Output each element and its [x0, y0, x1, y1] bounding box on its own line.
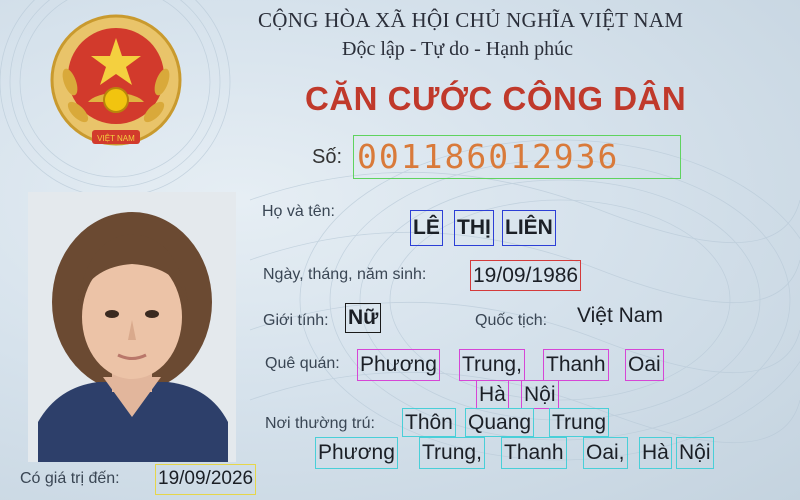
card-title: CĂN CƯỚC CÔNG DÂN: [305, 80, 687, 117]
portrait-photo: [28, 192, 236, 462]
national-emblem-icon: [48, 12, 184, 152]
residence-word: Hà: [639, 437, 672, 469]
name-label: Họ và tên:: [262, 203, 335, 220]
expiry-label: Có giá trị đến:: [20, 470, 120, 487]
name-word: LIÊN: [502, 210, 556, 246]
name-word: LÊ: [410, 210, 443, 246]
residence-word: Phương: [315, 437, 398, 469]
dob-label: Ngày, tháng, năm sinh:: [263, 266, 427, 283]
hometown-word: Trung,: [459, 349, 525, 381]
residence-word: Nội: [676, 437, 714, 469]
residence-word: Thôn: [402, 408, 456, 437]
hometown-word: Hà: [476, 380, 509, 409]
national-motto: Độc lập - Tự do - Hạnh phúc: [342, 38, 573, 60]
hometown-word: Nội: [521, 380, 559, 409]
dob-value: 19/09/1986: [470, 260, 581, 291]
hometown-word: Phương: [357, 349, 440, 381]
expiry-value: 19/09/2026: [155, 464, 256, 495]
residence-word: Thanh: [501, 437, 567, 469]
emblem-ribbon-text: VIỆT NAM: [97, 134, 135, 143]
residence-word: Trung: [549, 408, 609, 437]
name-word: THỊ: [454, 210, 494, 246]
hometown-label: Quê quán:: [265, 355, 340, 372]
id-number-value: 001186012936: [353, 135, 681, 179]
hometown-word: Thanh: [543, 349, 609, 381]
sex-label: Giới tính:: [263, 312, 329, 329]
nationality-label: Quốc tịch:: [475, 312, 548, 329]
hometown-word: Oai: [625, 349, 664, 381]
sex-value: Nữ: [345, 303, 381, 333]
residence-word: Trung,: [419, 437, 485, 469]
residence-word: Oai,: [583, 437, 628, 469]
id-number-label: Số:: [312, 146, 343, 168]
country-name: CỘNG HÒA XÃ HỘI CHỦ NGHĨA VIỆT NAM: [258, 8, 684, 32]
nationality-value: Việt Nam: [577, 304, 663, 327]
residence-label: Nơi thường trú:: [265, 415, 375, 432]
residence-word: Quang: [465, 408, 534, 437]
